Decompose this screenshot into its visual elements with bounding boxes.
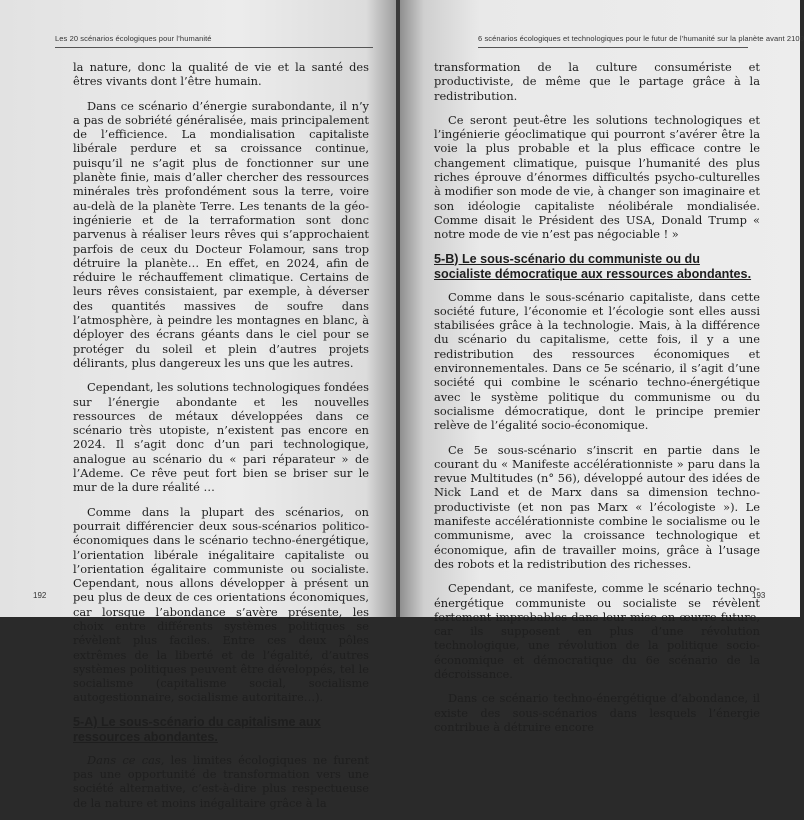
left-header-rule	[55, 47, 373, 48]
right-paragraph-5: Cependant, ce manifeste, comme le scénario techno-énergétique communiste ou socialiste se révèlent fortement improbables dans leur mise en œuvre future, car ils supposent en plus d’une révolution technologique, une révolution de la politique socio-économique et démocratique du 6e scénario de la décroissance.	[434, 581, 760, 681]
right-paragraph-3: Comme dans le sous-scénario capitaliste, dans cette société future, l’économie et l’écologie sont elles aussi stabilisées grâce à la technologie. Mais, à la différence du scénario du capitalisme, cette fois, il y a une redistribution des ressources économiques et environnementales. Dans ce 5e scénario, il s’agit d’une société qui combine le scénario techno-énergétique avec le système politique du communisme ou du socialisme démocratique, dont le principe premier relève de l’égalité socio-économique.	[434, 289, 760, 433]
right-running-head: 6 scénarios écologiques et technologiques pour le futur de l’humanité sur la planète avant 2100	[478, 34, 804, 43]
left-body	[73, 60, 369, 820]
left-running-head: Les 20 scénarios écologiques pour l’humanité	[55, 34, 212, 43]
left-paragraph-5	[73, 753, 369, 810]
right-paragraph-6: Dans ce scénario techno-énergétique d’abondance, il existe des sous-scénarios dans lesquels l’énergie contribue à détruire encore	[434, 691, 760, 734]
section-heading-5a: 5-A) Le sous-scénario du capitalisme aux ressources abondantes.	[73, 714, 321, 744]
right-paragraph-2: Ce seront peut-être les solutions technologiques et l’ingénierie géoclimatique qui pourront s’avérer être la voie la plus probable et la plus efficace contre le changement climatique, puisque l’humanité des plus riches éprouve d’énormes difficultés psycho-culturelles à modifier son mode de vie, à changer son imaginaire et son idéologie capitaliste néolibérale mondialisée. Comme disait le Président des USA, Donald Trump « notre mode de vie n’est pas négociable ! »	[434, 112, 760, 242]
left-paragraph-4: Comme dans la plupart des scénarios, on pourrait différencier deux sous-scénarios politico-économiques dans le scénario techno-énergétique, l’orientation libérale inégalitaire capitaliste ou l’orientation égalitaire communiste ou socialiste. Cependant, nous allons développer à présent un peu plus de deux de ces orientations économiques, car lorsque l’abondance s’avère présente, les choix entre différents systèmes politiques se révèlent plus faciles. Entre ces deux pôles extrêmes de la liberté et de l’égalité, d’autres systèmes politiques peuvent être développés, tel le socialisme (capitalisme social, socialisme autogestionnaire, socialisme autoritaire…).	[73, 504, 369, 705]
left-page	[0, 0, 398, 810]
right-page	[400, 0, 804, 734]
left-paragraph-5-rest: les limites écologiques ne furent pas une opportunité de transformation vers une société alternative, c’est-à-dire plus respectueuse de la nature et moins inégalitaire grâce à la	[73, 752, 369, 810]
left-paragraph-1: la nature, donc la qualité de vie et la santé des êtres vivants dont l’être humain.	[73, 60, 369, 89]
left-paragraph-2: Dans ce scénario d’énergie surabondante, il n’y a pas de sobriété généralisée, mais principalement de l’efficience. La mondialisation capitaliste libérale perdure et sa croissance continue, puisqu’il ne s’agit plus de fonctionner sur une planète finie, mais d’aller chercher des ressources minérales très profondément sous la terre, voire au-delà de la planète Terre. Les tenants de la géo-ingénierie et de la terraformation sont donc parvenus à réaliser leurs rêves qui s’approchaient parfois de ceux du Docteur Folamour, sans trop détruire la planète… En effet, en 2024, afin de réduire le réchauffement climatique. Certains de leurs rêves consistaient, par exemple, à déverser des quantités massives de soufre dans l’atmosphère, à peindre les montagnes en blanc, à déployer des écrans géants dans le ciel pour se protéger du soleil et plein d’autres projets délirants, plus dangereux les uns que les autres.	[73, 98, 369, 370]
right-header-rule	[478, 47, 748, 48]
right-body	[434, 60, 760, 744]
right-paragraph-4: Ce 5e sous-scénario s’inscrit en partie dans le courant du « Manifeste accélérationniste » paru dans la revue Multitudes (n° 56), développé autour des idées de Nick Land et de Marx dans sa dimension techno-productiviste (et non pas Marx « l’écologiste »). Le manifeste accélérationniste combine le socialisme ou le communisme, avec la croissance technologique et économique, afin de travailler moins, grâce à l’usage des robots et la redistribution des richesses.	[434, 442, 760, 571]
left-page-number: 192	[33, 591, 47, 600]
left-paragraph-5-lead: Dans ce cas,	[87, 752, 165, 767]
section-heading-5b: 5-B) Le sous-scénario du communiste ou du socialiste démocratique aux ressources abondantes.	[434, 251, 752, 281]
right-paragraph-1: transformation de la culture consumériste et productiviste, de même que le partage grâce à la redistribution.	[434, 60, 760, 103]
right-page-number: 193	[752, 591, 766, 600]
left-paragraph-3: Cependant, les solutions technologiques fondées sur l’énergie abondante et les nouvelles ressources de métaux développées dans ce scénario très utopiste, n’existent pas encore en 2024. Il s’agit donc d’un pari technologique, analogue au scénario du « pari réparateur » de l’Ademe. Ce rêve peut fort bien se briser sur le mur de la dure réalité …	[73, 380, 370, 495]
